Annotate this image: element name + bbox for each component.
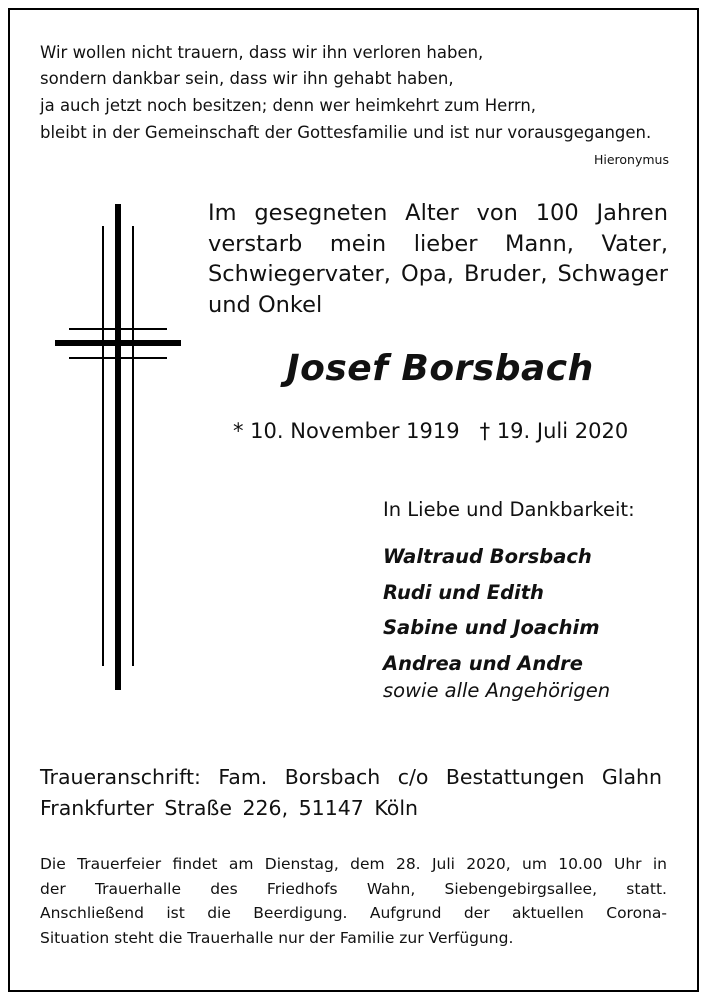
mourner-name: Sabine und Joachim — [383, 616, 600, 639]
thanks-heading: In Liebe und Dankbarkeit: — [383, 498, 635, 521]
quote-line-3: ja auch jetzt noch besitzen; denn wer heimkehrt zum Herrn, — [40, 96, 537, 115]
mourning-address-line-2: Frankfurter Straße 226, 51147 Köln — [40, 796, 419, 820]
service-line-2: der Trauerhalle des Friedhofs Wahn, Siebengebirgsallee, statt. — [40, 879, 667, 898]
life-dates — [233, 419, 628, 443]
life-dates-text: * 10. November 1919 † 19. Juli 2020 — [233, 419, 629, 443]
relatives-line: sowie alle Angehörigen — [383, 679, 611, 702]
intro-text: Im gesegneten Alter von 100 Jahren verstarb mein lieber Mann, Vater, Schwiegervater, Opa, Bruder, Schwager und Onkel — [208, 200, 668, 318]
quote-line-1: Wir wollen nicht trauern, dass wir ihn verloren haben, — [40, 43, 484, 62]
mourners-list — [383, 539, 600, 681]
mourner-name: Waltraud Borsbach — [383, 545, 592, 568]
mourner-name: Rudi und Edith — [383, 580, 544, 604]
deceased-name: Josef Borsbach — [286, 348, 594, 389]
service-line-3: Anschließend ist die Beerdigung. Aufgrund der aktuellen Corona- — [40, 904, 667, 922]
cross-icon — [55, 204, 181, 690]
mourner-name: Andrea und Andre — [383, 651, 584, 675]
quote-line-2: sondern dankbar sein, dass wir ihn gehabt haben, — [40, 69, 454, 88]
service-line-4: Situation steht die Trauerhalle nur der Familie zur Verfügung. — [40, 928, 514, 947]
quote-author: Hieronymus — [593, 152, 669, 167]
funeral-service-notice — [40, 852, 667, 950]
mourning-address-line-1: Traueranschrift: Fam. Borsbach c/o Bestattungen Glahn — [40, 765, 662, 789]
quote-line-4: bleibt in der Gemeinschaft der Gottesfamilie und ist nur vorausgegangen. — [40, 123, 652, 142]
service-line-1: Die Trauerfeier findet am Dienstag, dem 28. Juli 2020, um 10.00 Uhr in — [40, 855, 667, 873]
